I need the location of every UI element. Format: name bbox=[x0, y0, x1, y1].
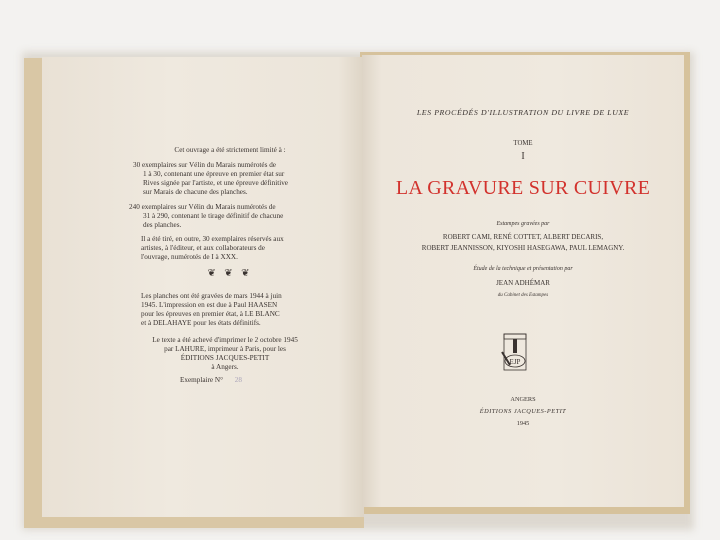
copy-number-label: Exemplaire N° bbox=[180, 376, 223, 384]
paragraph-30-copies bbox=[133, 161, 288, 197]
text-line: Les planches ont été gravées de mars 1944 à juin bbox=[141, 292, 282, 300]
text-line: 1 à 30, contenant une épreuve en premier état sur bbox=[143, 170, 285, 178]
tome-number: I bbox=[521, 151, 525, 162]
publisher-name: ÉDITIONS JACQUES-PETIT bbox=[479, 408, 567, 415]
copy-number-value: 28 bbox=[234, 376, 242, 384]
fleuron-ornament-icon: ❦ ❦ ❦ bbox=[207, 268, 253, 279]
text-line: 1945. L'impression en est due à Paul HAASEN bbox=[141, 301, 278, 309]
text-line: 31 à 290, contenant le tirage définitif de chacune bbox=[143, 212, 284, 220]
text-line: pour les épreuves en premier état, à LE BLANC bbox=[141, 310, 280, 318]
engravers-list bbox=[362, 232, 684, 254]
text-line: ROBERT CAMI, RENÉ COTTET, ALBERT DECARIS, bbox=[442, 233, 604, 241]
publication-year: 1945 bbox=[516, 420, 530, 427]
text-line: Le texte a été achevé d'imprimer le 2 octobre 1945 bbox=[152, 336, 298, 344]
logo-text: EJP bbox=[509, 358, 521, 366]
text-line: et à DELAHAYE pour les états définitifs. bbox=[141, 319, 261, 327]
text-line: des planches. bbox=[143, 221, 182, 229]
text-line: par LAHURE, imprimeur à Paris, pour les bbox=[164, 345, 286, 353]
copy-number bbox=[180, 376, 242, 385]
text-line: Rives signée par l'artiste, et une épreuve définitive bbox=[143, 179, 288, 187]
text-line: artistes, à l'éditeur, et aux collaborateurs de bbox=[141, 244, 265, 252]
author-name: JEAN ADHÉMAR bbox=[496, 279, 550, 287]
text-line: à Angers. bbox=[211, 363, 239, 371]
text-line: l'ouvrage, numérotés de I à XXX. bbox=[141, 253, 238, 261]
paragraph-colophon bbox=[130, 336, 320, 372]
publisher-city: ANGERS bbox=[510, 396, 536, 403]
limitation-intro: Cet ouvrage a été strictement limité à : bbox=[174, 146, 286, 154]
left-page bbox=[42, 57, 364, 517]
text-line: 30 exemplaires sur Vélin du Marais numérotés de bbox=[133, 161, 276, 169]
publisher-logo-icon bbox=[500, 332, 530, 372]
text-line: 240 exemplaires sur Vélin du Marais numérotés de bbox=[129, 203, 276, 211]
text-line: ROBERT JEANNISSON, KIYOSHI HASEGAWA, PAUL LEMAGNY. bbox=[421, 244, 625, 252]
paragraph-hors-commerce bbox=[141, 235, 284, 262]
series-title: LES PROCÉDÉS D'ILLUSTRATION DU LIVRE DE LUXE bbox=[416, 108, 630, 117]
paragraph-engraving-dates bbox=[141, 292, 282, 328]
author-affiliation: du Cabinet des Estampes bbox=[497, 293, 549, 298]
tome-label: TOME bbox=[513, 140, 533, 147]
engravers-intro: Estampes gravées par bbox=[496, 221, 550, 227]
text-line: ÉDITIONS JACQUES-PETIT bbox=[180, 354, 270, 362]
paragraph-240-copies bbox=[129, 203, 283, 230]
study-intro: Étude de la technique et présentation par bbox=[473, 266, 573, 272]
text-line: sur Marais de chacune des planches. bbox=[143, 188, 248, 196]
book-title: LA GRAVURE SUR CUIVRE bbox=[395, 177, 651, 199]
text-line: Il a été tiré, en outre, 30 exemplaires réservés aux bbox=[141, 235, 284, 243]
